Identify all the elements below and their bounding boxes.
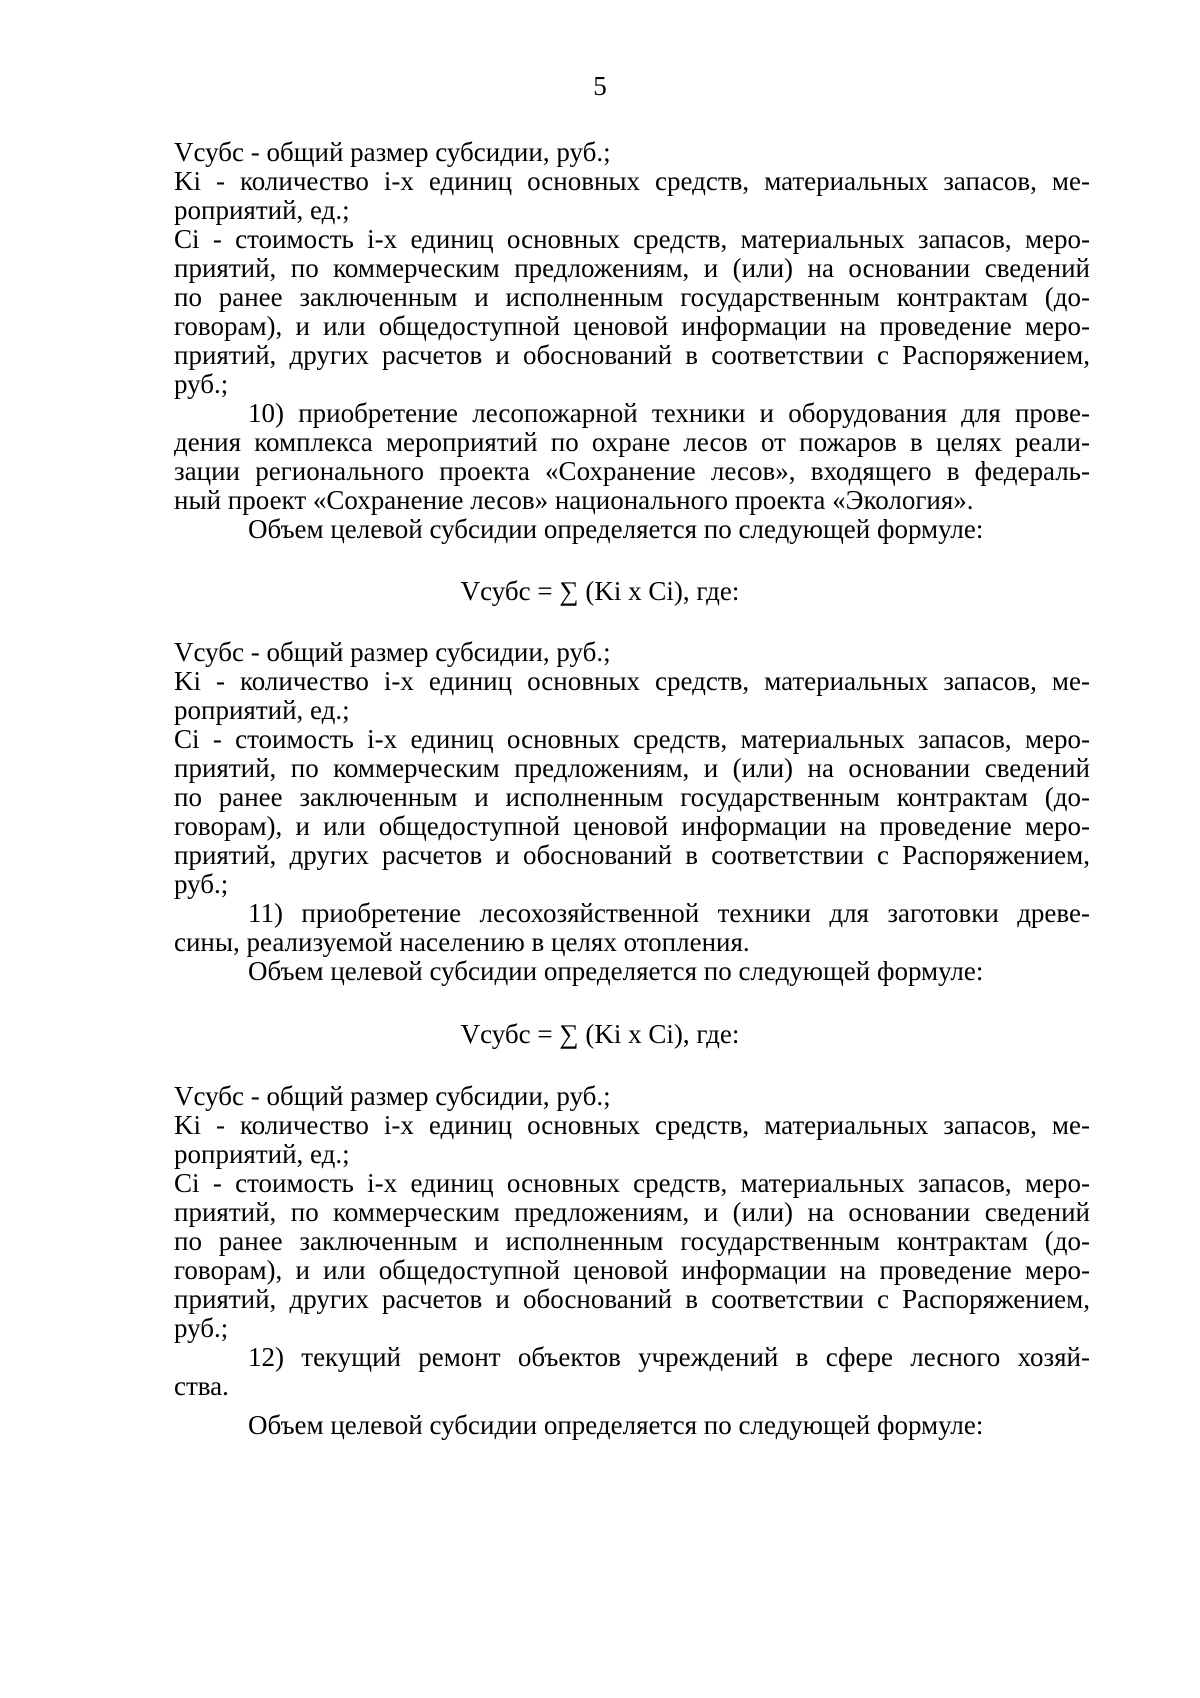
item-12-line: 12) текущий ремонт объектов учреждений в сфере лесного хозяй- [248,1342,1090,1372]
definition-v-subs: Vсубс - общий размер субсидии, руб.; [174,1081,611,1111]
item-10-line: 10) приобретение лесопожарной техники и оборудования для прове- [248,398,1090,428]
definition-ki-line: роприятий, ед.; [174,1139,350,1169]
definition-ci-line: приятий, других расчетов и обоснований в соответствии с Распоряжением, [174,340,1090,370]
definition-ci-line: по ранее заключенным и исполненным государственным контрактам (до- [174,782,1090,812]
item-11-line: сины, реализуемой населению в целях отопления. [174,927,750,957]
definition-ki-line: роприятий, ед.; [174,195,350,225]
definition-ci-line: руб.; [174,1313,229,1343]
page-number: 5 [593,71,607,101]
item-10-line: ный проект «Сохранение лесов» национального проекта «Экология». [174,485,974,515]
item-11-line: 11) приобретение лесохозяйственной техники для заготовки древе- [248,898,1090,928]
definition-ci-line: приятий, других расчетов и обоснований в соответствии с Распоряжением, [174,1284,1090,1314]
definition-v-subs: Vсубс - общий размер субсидии, руб.; [174,137,611,167]
definition-v-subs: Vсубс - общий размер субсидии, руб.; [174,637,611,667]
definition-ci-line: Ci - стоимость i-х единиц основных средств, материальных запасов, меро- [174,724,1090,754]
definition-ci-line: говорам), и или общедоступной ценовой информации на проведение меро- [174,811,1090,841]
definition-ci-line: приятий, по коммерческим предложениям, и (или) на основании сведений [174,1197,1090,1227]
definition-ci-line: по ранее заключенным и исполненным государственным контрактам (до- [174,282,1090,312]
definition-ki-line: Ki - количество i-х единиц основных средств, материальных запасов, ме- [174,1110,1090,1140]
definition-ci-line: говорам), и или общедоступной ценовой информации на проведение меро- [174,1255,1090,1285]
definition-ci-line: Ci - стоимость i-х единиц основных средств, материальных запасов, меро- [174,1168,1090,1198]
item-12-line: ства. [174,1371,229,1401]
item-10-line: зации регионального проекта «Сохранение лесов», входящего в федераль- [174,456,1090,486]
formula: Vсубс = ∑ (Ki x Ci), где: [460,1019,740,1049]
definition-ki-line: Ki - количество i-х единиц основных средств, материальных запасов, ме- [174,166,1090,196]
definition-ci-line: приятий, по коммерческим предложениям, и (или) на основании сведений [174,253,1090,283]
formula-intro: Объем целевой субсидии определяется по следующей формуле: [248,956,984,986]
definition-ki-line: Ki - количество i-х единиц основных средств, материальных запасов, ме- [174,666,1090,696]
definition-ci-line: приятий, по коммерческим предложениям, и (или) на основании сведений [174,753,1090,783]
definition-ci-line: говорам), и или общедоступной ценовой информации на проведение меро- [174,311,1090,341]
item-10-line: дения комплекса мероприятий по охране лесов от пожаров в целях реали- [174,427,1090,457]
definition-ci-line: по ранее заключенным и исполненным государственным контрактам (до- [174,1226,1090,1256]
definition-ci-line: руб.; [174,869,229,899]
definition-ci-line: руб.; [174,369,229,399]
formula: Vсубс = ∑ (Ki x Ci), где: [460,576,740,606]
formula-intro: Объем целевой субсидии определяется по следующей формуле: [248,514,984,544]
definition-ci-line: приятий, других расчетов и обоснований в соответствии с Распоряжением, [174,840,1090,870]
definition-ki-line: роприятий, ед.; [174,695,350,725]
formula-intro: Объем целевой субсидии определяется по следующей формуле: [248,1410,984,1440]
definition-ci-line: Ci - стоимость i-х единиц основных средств, материальных запасов, меро- [174,224,1090,254]
